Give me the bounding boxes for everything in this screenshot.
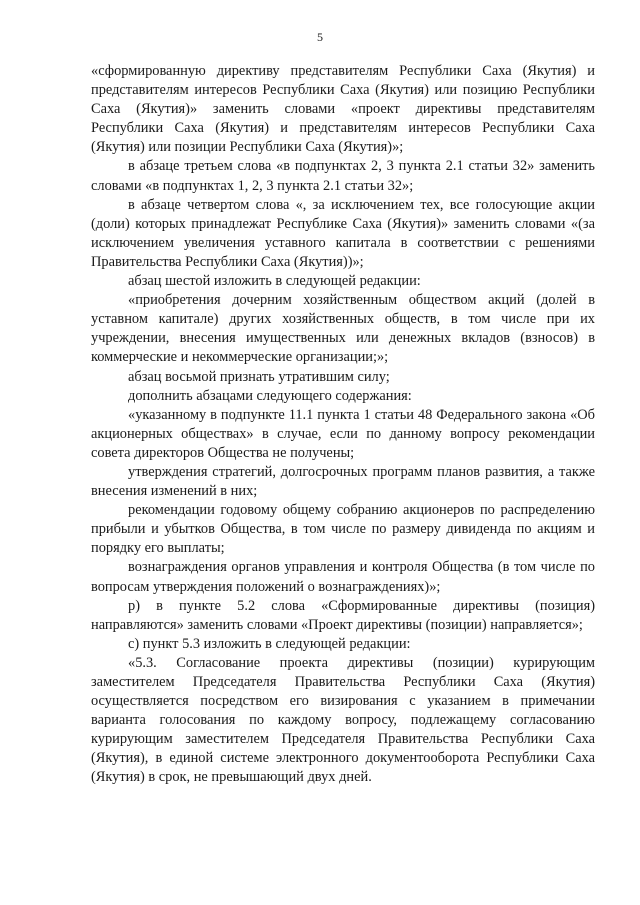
- paragraph-12: р) в пункте 5.2 слова «Сформированные директивы (позиция) направляются» заменить словами «Проект директивы (позиции) направляется»;: [91, 597, 595, 633]
- paragraph-13: с) пункт 5.3 изложить в следующей редакции:: [128, 635, 411, 652]
- paragraph-10: рекомендации годовому общему собранию акционеров по распределению прибыли и убытков Общества, в том числе по размеру дивиденда по акциям и порядку его выплаты;: [91, 502, 595, 557]
- paragraph-11: вознаграждения органов управления и контроля Общества (в том числе по вопросам утверждения положений о вознаграждениях)»;: [91, 559, 595, 595]
- page-number: 5: [317, 30, 323, 44]
- paragraph-1: «сформированную директиву представителям Республики Саха (Якутия) и представителям интересов Республики Саха (Якутия) или позицию Республики Саха (Якутия)» заменить словами «проект директивы представителям Республики Саха (Якутия) и представителям интересов Республики Саха (Якутия) или позиции Республики Саха (Якутия)»;: [91, 63, 595, 156]
- paragraph-6: абзац восьмой признать утратившим силу;: [128, 368, 390, 385]
- paragraph-2: в абзаце третьем слова «в подпунктах 2, 3 пункта 2.1 статьи 32» заменить словами «в подпунктах 1, 2, 3 пункта 2.1 статьи 32»;: [91, 158, 595, 194]
- paragraph-8: «указанному в подпункте 11.1 пункта 1 статьи 48 Федерального закона «Об акционерных обществах» в случае, если по данному вопросу рекомендации совета директоров Общества не получены;: [91, 406, 595, 461]
- paragraph-4: абзац шестой изложить в следующей редакции:: [128, 273, 421, 290]
- paragraph-14: «5.3. Согласование проекта директивы (позиции) курирующим заместителем Председателя Правительства Республики Саха (Якутия) осуществляется посредством его визирования с указанием в примечании варианта голосования по каждому вопросу, подлежащему согласованию курирующим заместителем Председателя Правительства Республики Саха (Якутия), в единой системе электронного документооборота Республики Саха (Якутия) в срок, не превышающий двух дней.: [91, 654, 595, 786]
- document-body: [91, 62, 595, 788]
- paragraph-3: в абзаце четвертом слова «, за исключением тех, все голосующие акции (доли) которых принадлежат Республике Саха (Якутия)» заменить словами «(за исключением увеличения уставного капитала в соответствии с решениями Правительства Республики Саха (Якутия))»;: [91, 196, 595, 270]
- paragraph-5: «приобретения дочерним хозяйственным обществом акций (долей в уставном капитале) других хозяйственных обществ, в том числе при их учреждении, внесения имущественных или денежных вкладов (взносов) в коммерческие и некоммерческие организации;»;: [91, 292, 595, 366]
- paragraph-7: дополнить абзацами следующего содержания:: [128, 387, 412, 404]
- paragraph-9: утверждения стратегий, долгосрочных программ планов развития, а также внесения изменений в них;: [91, 463, 595, 500]
